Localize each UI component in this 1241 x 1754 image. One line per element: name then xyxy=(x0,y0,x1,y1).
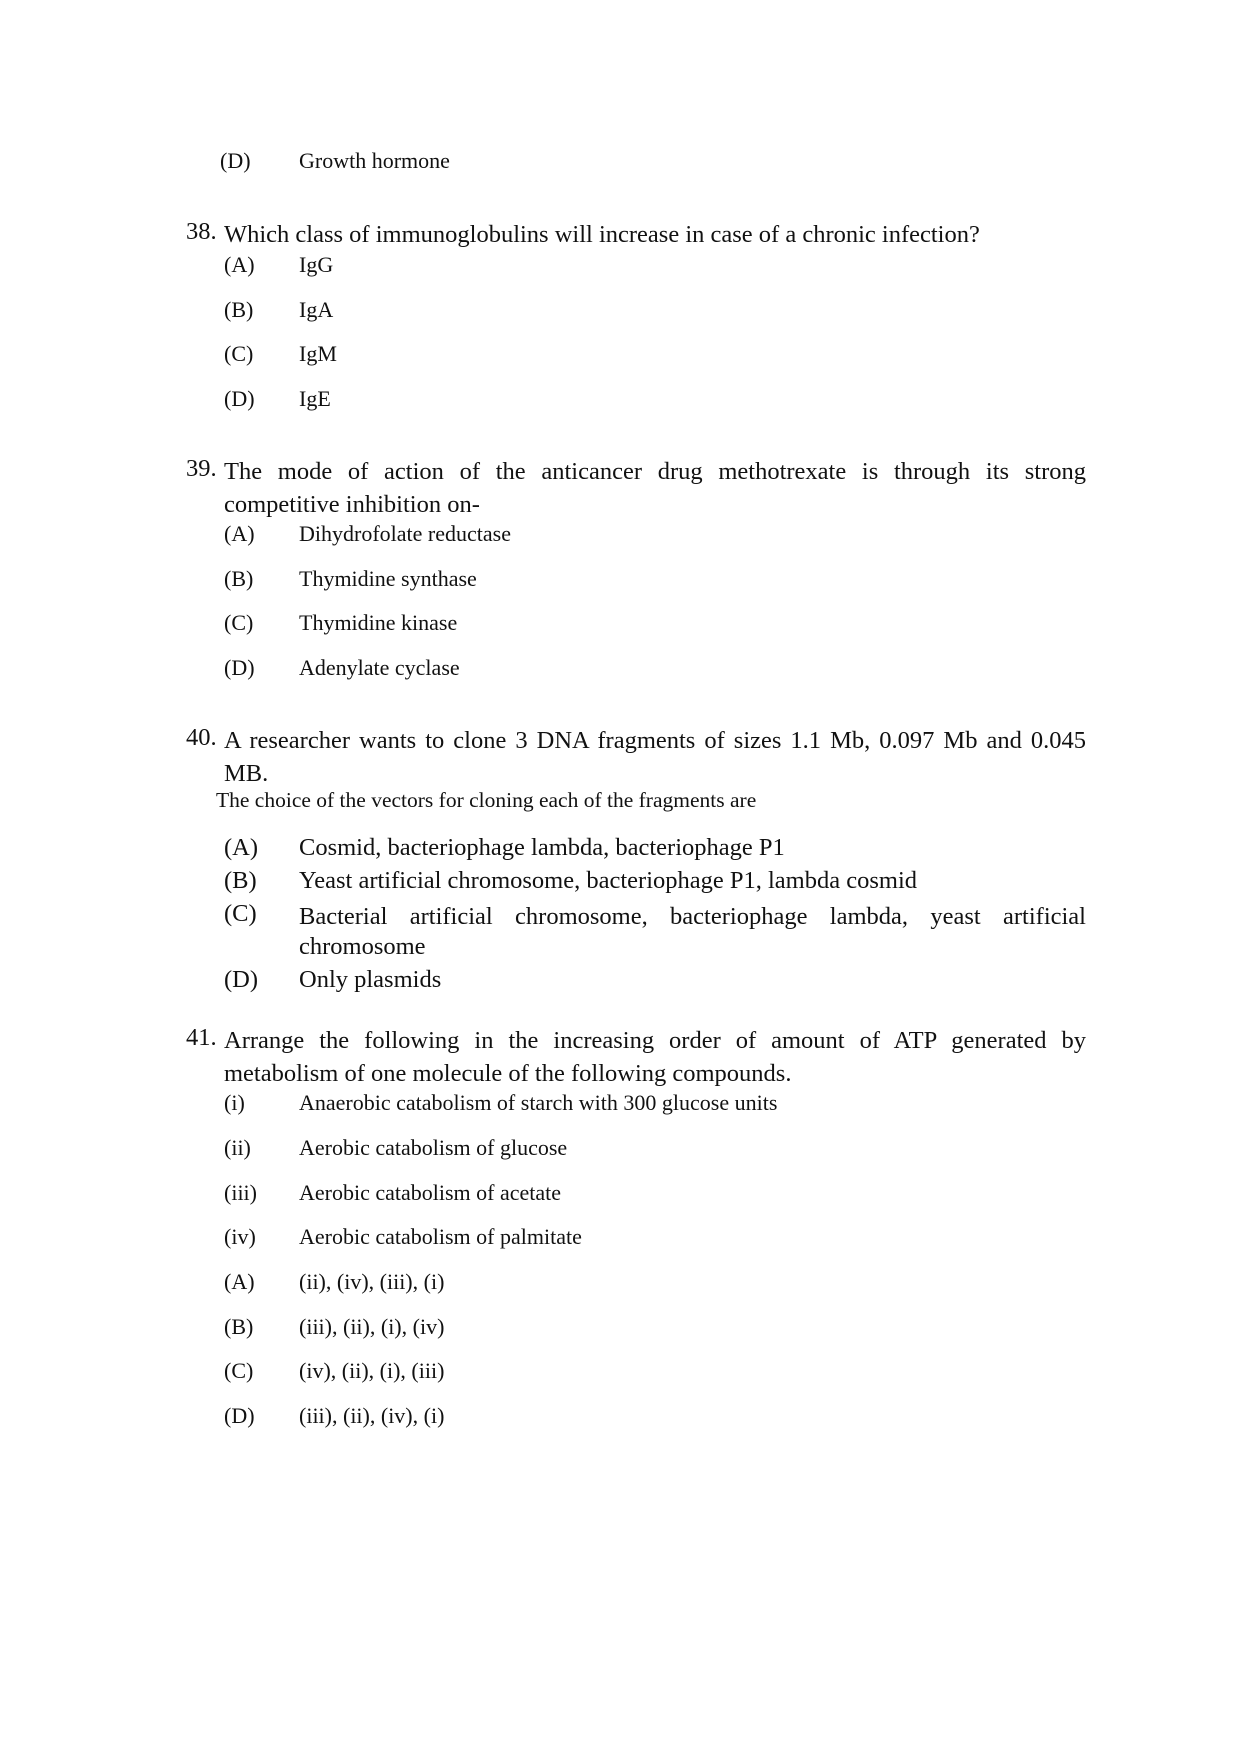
option-text: (ii), (iv), (iii), (i) xyxy=(299,1269,445,1294)
option-text: Growth hormone xyxy=(299,148,450,173)
option-text-line-2: chromosome xyxy=(299,933,426,960)
question-text-line-1: The mode of action of the anticancer drug methotrexate is through its strong xyxy=(224,458,1086,485)
option-label: (A) xyxy=(224,834,259,861)
option-text: Cosmid, bacteriophage lambda, bacteriophage P1 xyxy=(299,834,785,861)
option-text: (iii), (ii), (iv), (i) xyxy=(299,1403,445,1428)
option-label: (B) xyxy=(224,566,254,591)
question-number: 40. xyxy=(186,724,217,751)
item-text: Aerobic catabolism of glucose xyxy=(299,1135,568,1160)
option-label: (D) xyxy=(224,655,255,680)
option-text: Thymidine kinase xyxy=(299,610,458,635)
question-number: 39. xyxy=(186,455,217,482)
option-label: (C) xyxy=(224,610,254,635)
option-label: (A) xyxy=(224,252,255,277)
item-text: Anaerobic catabolism of starch with 300 glucose units xyxy=(299,1090,778,1115)
option-text: IgE xyxy=(299,386,331,411)
option-label: (A) xyxy=(224,1269,255,1294)
question-number: 41. xyxy=(186,1024,217,1051)
option-label: (B) xyxy=(224,1314,254,1339)
question-number: 38. xyxy=(186,218,217,245)
question-text-line-1: A researcher wants to clone 3 DNA fragments of sizes 1.1 Mb, 0.097 Mb and 0.045 xyxy=(224,727,1086,754)
item-text: Aerobic catabolism of acetate xyxy=(299,1180,562,1205)
option-text: IgG xyxy=(299,252,334,277)
option-text: Thymidine synthase xyxy=(299,566,477,591)
option-text: Yeast artificial chromosome, bacteriophage P1, lambda cosmid xyxy=(299,867,918,894)
option-text: IgM xyxy=(299,341,337,366)
question-text-line-2: metabolism of one molecule of the following compounds. xyxy=(224,1060,792,1087)
option-label: (A) xyxy=(224,521,255,546)
option-text: (iv), (ii), (i), (iii) xyxy=(299,1358,445,1383)
option-text: Dihydrofolate reductase xyxy=(299,521,511,546)
option-label: (B) xyxy=(224,867,257,894)
item-text: Aerobic catabolism of palmitate xyxy=(299,1224,582,1249)
option-label: (C) xyxy=(224,341,254,366)
question-note: The choice of the vectors for cloning each of the fragments are xyxy=(216,788,757,812)
item-label: (iv) xyxy=(224,1224,256,1249)
item-label: (i) xyxy=(224,1090,245,1115)
option-label: (D) xyxy=(224,386,255,411)
option-text: IgA xyxy=(299,297,334,322)
item-label: (iii) xyxy=(224,1180,257,1205)
question-text: Which class of immunoglobulins will increase in case of a chronic infection? xyxy=(224,221,980,248)
question-text-line-2: competitive inhibition on- xyxy=(224,491,480,518)
option-text: Adenylate cyclase xyxy=(299,655,460,680)
option-text: (iii), (ii), (i), (iv) xyxy=(299,1314,445,1339)
option-label: (B) xyxy=(224,297,254,322)
option-label: (D) xyxy=(224,1403,255,1428)
question-text-line-2: MB. xyxy=(224,760,269,787)
question-text-line-1: Arrange the following in the increasing order of amount of ATP generated by xyxy=(224,1027,1086,1054)
item-label: (ii) xyxy=(224,1135,251,1160)
option-label: (D) xyxy=(220,148,251,173)
option-label: (C) xyxy=(224,900,257,927)
option-text: Only plasmids xyxy=(299,966,442,993)
option-text-line-1: Bacterial artificial chromosome, bacteriophage lambda, yeast artificial xyxy=(299,903,1086,930)
option-label: (D) xyxy=(224,966,259,993)
option-label: (C) xyxy=(224,1358,254,1383)
